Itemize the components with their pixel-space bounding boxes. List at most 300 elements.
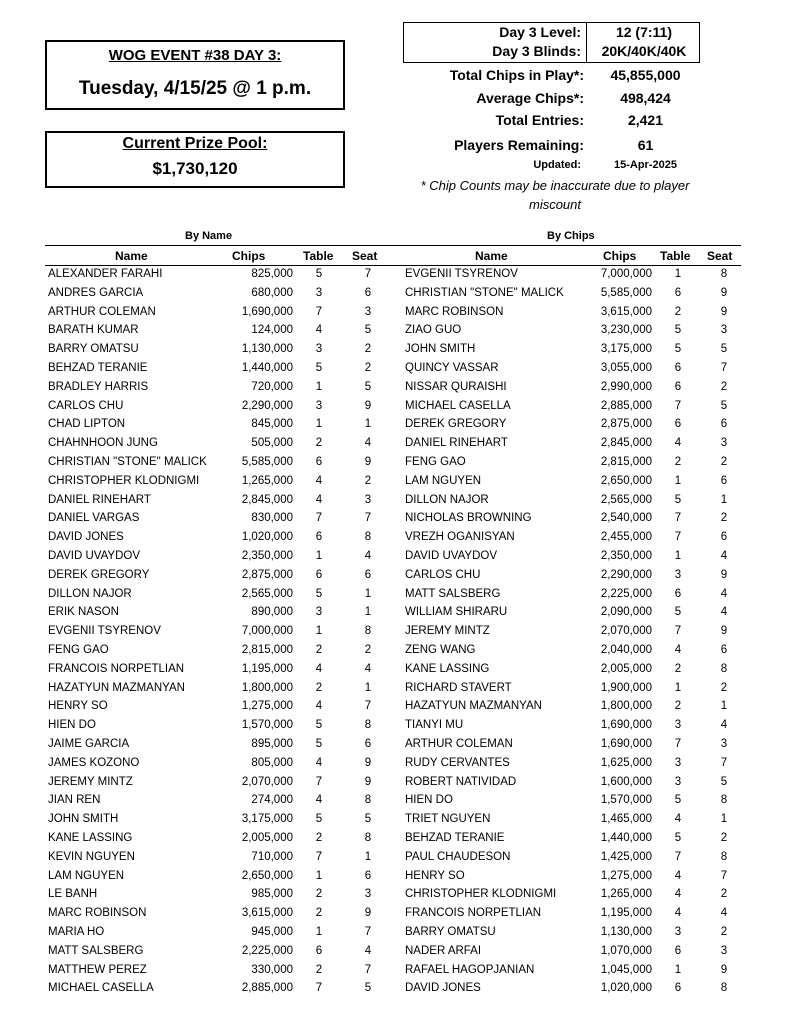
player-table: 4 bbox=[674, 437, 682, 450]
player-table: 1 bbox=[674, 681, 682, 694]
table-header-rule bbox=[45, 265, 741, 266]
player-chips: 1,570,000 bbox=[600, 794, 652, 807]
player-table: 2 bbox=[674, 700, 682, 713]
player-chips: 2,005,000 bbox=[241, 832, 293, 844]
player-chips: 2,815,000 bbox=[600, 456, 652, 468]
player-seat: 9 bbox=[364, 907, 372, 920]
player-name: BARATH KUMAR bbox=[48, 324, 139, 337]
left-header-table: Table bbox=[303, 249, 334, 263]
player-name: DEREK GREGORY bbox=[48, 568, 150, 581]
player-seat: 5 bbox=[720, 399, 728, 412]
player-seat: 4 bbox=[720, 550, 728, 562]
chip-count-note: * Chip Counts may be inaccurate due to player miscount bbox=[420, 178, 690, 212]
total-entries-label: Total Entries: bbox=[495, 112, 584, 128]
player-name: MICHAEL CASELLA bbox=[48, 982, 154, 995]
player-table: 6 bbox=[315, 456, 323, 468]
player-chips: 330,000 bbox=[251, 963, 293, 976]
player-chips: 1,070,000 bbox=[600, 944, 652, 957]
player-name: MARC ROBINSON bbox=[405, 305, 504, 318]
player-table: 7 bbox=[674, 512, 682, 525]
player-seat: 3 bbox=[364, 305, 372, 318]
player-name: LAM NGUYEN bbox=[48, 869, 125, 882]
player-seat: 4 bbox=[720, 587, 728, 600]
player-table: 7 bbox=[674, 531, 682, 544]
player-chips: 2,815,000 bbox=[241, 644, 293, 656]
player-seat: 6 bbox=[364, 738, 372, 750]
player-seat: 8 bbox=[364, 625, 372, 638]
prize-pool-label: Current Prize Pool: bbox=[122, 135, 268, 152]
player-name: FENG GAO bbox=[48, 644, 109, 656]
player-name: JEREMY MINTZ bbox=[405, 625, 490, 638]
player-chips: 505,000 bbox=[251, 437, 293, 450]
player-name: JEREMY MINTZ bbox=[48, 775, 133, 788]
player-chips: 680,000 bbox=[251, 286, 293, 299]
player-table: 1 bbox=[674, 474, 682, 487]
player-table: 1 bbox=[674, 268, 682, 280]
player-table: 5 bbox=[674, 832, 682, 844]
player-chips: 2,650,000 bbox=[241, 869, 293, 882]
player-seat: 1 bbox=[364, 587, 372, 600]
player-table: 5 bbox=[674, 493, 682, 506]
player-table: 4 bbox=[674, 813, 682, 826]
player-chips: 1,440,000 bbox=[600, 832, 652, 844]
event-datetime: Tuesday, 4/15/25 @ 1 p.m. bbox=[78, 78, 312, 99]
player-name: JIAN REN bbox=[48, 794, 101, 807]
player-name: MICHAEL CASELLA bbox=[405, 399, 511, 412]
player-table: 4 bbox=[315, 324, 323, 337]
player-table: 6 bbox=[315, 944, 323, 957]
player-table: 5 bbox=[315, 587, 323, 600]
player-name: KANE LASSING bbox=[48, 832, 133, 844]
player-seat: 9 bbox=[364, 399, 372, 412]
player-table: 5 bbox=[315, 738, 323, 750]
player-chips: 3,230,000 bbox=[600, 324, 652, 337]
player-name: BEHZAD TERANIE bbox=[48, 362, 148, 374]
player-table: 5 bbox=[315, 362, 323, 374]
player-table: 1 bbox=[315, 418, 323, 431]
player-table: 2 bbox=[315, 963, 323, 976]
player-chips: 2,455,000 bbox=[600, 531, 652, 544]
player-chips: 2,875,000 bbox=[241, 568, 293, 581]
player-name: FENG GAO bbox=[405, 456, 466, 468]
player-seat: 3 bbox=[720, 437, 728, 450]
section-label-by-chips: By Chips bbox=[547, 230, 595, 242]
player-chips: 985,000 bbox=[251, 888, 293, 901]
player-name: LE BANH bbox=[48, 888, 98, 901]
section-label-by-name: By Name bbox=[185, 230, 233, 242]
player-name: CHRISTOPHER KLODNIGMI bbox=[405, 888, 557, 901]
player-seat: 9 bbox=[720, 305, 728, 318]
total-chips-label: Total Chips in Play*: bbox=[449, 67, 584, 83]
player-table: 2 bbox=[315, 832, 323, 844]
player-table: 7 bbox=[315, 850, 323, 863]
player-name: CHAHNHOON JUNG bbox=[48, 437, 158, 450]
player-table: 6 bbox=[674, 286, 682, 299]
player-name: VREZH OGANISYAN bbox=[405, 531, 515, 544]
player-seat: 7 bbox=[364, 700, 372, 713]
player-table: 6 bbox=[674, 982, 682, 995]
player-name: CHRISTIAN "STONE" MALICK bbox=[48, 456, 207, 468]
player-seat: 1 bbox=[720, 700, 728, 713]
player-chips: 2,875,000 bbox=[600, 418, 652, 431]
player-table: 3 bbox=[674, 926, 682, 938]
player-name: KEVIN NGUYEN bbox=[48, 850, 135, 863]
player-chips: 2,290,000 bbox=[600, 568, 652, 581]
player-table: 1 bbox=[315, 869, 323, 882]
player-seat: 2 bbox=[720, 380, 728, 393]
player-seat: 7 bbox=[364, 926, 372, 938]
player-name: BRADLEY HARRIS bbox=[48, 380, 149, 393]
player-chips: 5,585,000 bbox=[600, 286, 652, 299]
player-table: 2 bbox=[315, 437, 323, 450]
player-seat: 9 bbox=[364, 456, 372, 468]
player-chips: 825,000 bbox=[251, 268, 293, 280]
player-chips: 2,350,000 bbox=[241, 550, 293, 562]
right-header-name: Name bbox=[475, 249, 508, 263]
player-chips: 1,690,000 bbox=[600, 738, 652, 750]
player-name: DAVID UVAYDOV bbox=[405, 550, 498, 562]
player-chips: 2,090,000 bbox=[600, 606, 652, 619]
players-remaining-value: 61 bbox=[637, 137, 654, 153]
player-name: DANIEL RINEHART bbox=[405, 437, 508, 450]
player-chips: 1,045,000 bbox=[600, 963, 652, 976]
player-seat: 2 bbox=[720, 926, 728, 938]
player-chips: 2,225,000 bbox=[600, 587, 652, 600]
player-chips: 3,175,000 bbox=[241, 813, 293, 826]
player-name: LAM NGUYEN bbox=[405, 474, 482, 487]
player-name: CHRISTOPHER KLODNIGMI bbox=[48, 474, 200, 487]
player-seat: 9 bbox=[364, 775, 372, 788]
player-name: ALEXANDER FARAHI bbox=[48, 268, 163, 280]
player-table: 4 bbox=[315, 700, 323, 713]
player-name: TRIET NGUYEN bbox=[405, 813, 491, 826]
player-table: 6 bbox=[315, 568, 323, 581]
player-seat: 2 bbox=[364, 343, 372, 356]
player-name: JAIME GARCIA bbox=[48, 738, 130, 750]
player-chips: 1,440,000 bbox=[241, 362, 293, 374]
player-seat: 2 bbox=[720, 832, 728, 844]
player-seat: 5 bbox=[364, 813, 372, 826]
player-chips: 1,020,000 bbox=[600, 982, 652, 995]
player-table: 2 bbox=[315, 644, 323, 656]
player-seat: 1 bbox=[364, 681, 372, 694]
player-table: 7 bbox=[674, 399, 682, 412]
player-seat: 6 bbox=[364, 869, 372, 882]
player-table: 5 bbox=[674, 343, 682, 356]
player-chips: 895,000 bbox=[251, 738, 293, 750]
player-table: 1 bbox=[674, 963, 682, 976]
player-name: ARTHUR COLEMAN bbox=[405, 738, 513, 750]
player-table: 5 bbox=[674, 606, 682, 619]
player-seat: 8 bbox=[720, 794, 728, 807]
player-chips: 830,000 bbox=[251, 512, 293, 525]
player-table: 2 bbox=[674, 456, 682, 468]
player-seat: 7 bbox=[364, 268, 372, 280]
player-seat: 7 bbox=[364, 963, 372, 976]
player-chips: 845,000 bbox=[251, 418, 293, 431]
total-chips-value: 45,855,000 bbox=[610, 67, 681, 83]
player-seat: 1 bbox=[364, 418, 372, 431]
player-name: DILLON NAJOR bbox=[405, 493, 489, 506]
player-seat: 3 bbox=[720, 944, 728, 957]
player-chips: 2,070,000 bbox=[241, 775, 293, 788]
player-seat: 7 bbox=[364, 512, 372, 525]
player-name: JAMES KOZONO bbox=[48, 756, 140, 769]
prize-pool-box bbox=[45, 131, 345, 188]
player-table: 5 bbox=[674, 324, 682, 337]
player-seat: 6 bbox=[364, 286, 372, 299]
player-name: DEREK GREGORY bbox=[405, 418, 507, 431]
player-chips: 1,195,000 bbox=[600, 907, 652, 920]
player-chips: 2,290,000 bbox=[241, 399, 293, 412]
player-name: HAZATYUN MAZMANYAN bbox=[48, 681, 185, 694]
player-seat: 5 bbox=[720, 343, 728, 356]
player-chips: 1,425,000 bbox=[600, 850, 652, 863]
player-table: 6 bbox=[674, 587, 682, 600]
player-name: WILLIAM SHIRARU bbox=[405, 606, 508, 619]
player-name: DILLON NAJOR bbox=[48, 587, 132, 600]
player-seat: 8 bbox=[720, 662, 728, 675]
player-table: 7 bbox=[674, 738, 682, 750]
table-top-rule bbox=[45, 245, 741, 246]
player-chips: 3,615,000 bbox=[241, 907, 293, 920]
left-header-chips: Chips bbox=[232, 249, 266, 263]
player-table: 6 bbox=[674, 380, 682, 393]
player-table: 4 bbox=[674, 869, 682, 882]
player-chips: 805,000 bbox=[251, 756, 293, 769]
player-chips: 2,005,000 bbox=[600, 662, 652, 675]
player-chips: 124,000 bbox=[251, 324, 293, 337]
player-seat: 1 bbox=[364, 850, 372, 863]
player-chips: 2,650,000 bbox=[600, 474, 652, 487]
player-seat: 9 bbox=[720, 286, 728, 299]
player-chips: 2,350,000 bbox=[600, 550, 652, 562]
player-seat: 8 bbox=[720, 268, 728, 280]
player-seat: 9 bbox=[720, 568, 728, 581]
player-chips: 1,800,000 bbox=[241, 681, 293, 694]
prize-pool-value: $1,730,120 bbox=[152, 159, 238, 178]
player-name: ZIAO GUO bbox=[405, 324, 462, 337]
player-table: 3 bbox=[674, 775, 682, 788]
player-chips: 1,900,000 bbox=[600, 681, 652, 694]
player-chips: 2,040,000 bbox=[600, 644, 652, 656]
player-chips: 2,540,000 bbox=[600, 512, 652, 525]
player-seat: 8 bbox=[720, 982, 728, 995]
player-table: 3 bbox=[674, 719, 682, 732]
player-name: DANIEL RINEHART bbox=[48, 493, 151, 506]
player-name: CHRISTIAN "STONE" MALICK bbox=[405, 286, 564, 299]
player-table: 4 bbox=[674, 888, 682, 901]
player-table: 2 bbox=[315, 681, 323, 694]
player-seat: 1 bbox=[720, 813, 728, 826]
player-seat: 2 bbox=[720, 512, 728, 525]
player-seat: 3 bbox=[364, 493, 372, 506]
player-table: 5 bbox=[674, 794, 682, 807]
player-table: 3 bbox=[315, 606, 323, 619]
player-chips: 2,990,000 bbox=[600, 380, 652, 393]
level-value: 12 (7:11) bbox=[615, 24, 673, 40]
player-name: QUINCY VASSAR bbox=[405, 362, 499, 374]
player-seat: 9 bbox=[720, 963, 728, 976]
player-table: 4 bbox=[315, 662, 323, 675]
player-seat: 1 bbox=[364, 606, 372, 619]
player-seat: 2 bbox=[720, 681, 728, 694]
player-chips: 1,465,000 bbox=[600, 813, 652, 826]
player-table: 4 bbox=[315, 474, 323, 487]
player-seat: 6 bbox=[720, 418, 728, 431]
player-chips: 2,225,000 bbox=[241, 944, 293, 957]
player-table: 3 bbox=[315, 343, 323, 356]
player-seat: 6 bbox=[720, 644, 728, 656]
player-name: ERIK NASON bbox=[48, 606, 119, 619]
event-title-box bbox=[45, 40, 345, 110]
player-chips: 2,565,000 bbox=[241, 587, 293, 600]
player-seat: 3 bbox=[720, 324, 728, 337]
player-chips: 1,275,000 bbox=[600, 869, 652, 882]
player-seat: 4 bbox=[720, 606, 728, 619]
player-seat: 4 bbox=[720, 719, 728, 732]
player-name: HIEN DO bbox=[48, 719, 96, 732]
player-chips: 7,000,000 bbox=[241, 625, 293, 638]
player-name: BARRY OMATSU bbox=[405, 926, 496, 938]
player-chips: 1,690,000 bbox=[600, 719, 652, 732]
player-name: BEHZAD TERANIE bbox=[405, 832, 505, 844]
player-table: 6 bbox=[674, 418, 682, 431]
player-name: DAVID UVAYDOV bbox=[48, 550, 141, 562]
player-seat: 4 bbox=[720, 907, 728, 920]
player-table: 2 bbox=[674, 662, 682, 675]
player-seat: 5 bbox=[720, 775, 728, 788]
player-name: MARIA HO bbox=[48, 926, 105, 938]
player-name: HENRY SO bbox=[48, 700, 108, 713]
player-name: ZENG WANG bbox=[405, 644, 476, 656]
level-label: Day 3 Level: bbox=[499, 24, 581, 40]
player-seat: 8 bbox=[364, 794, 372, 807]
player-chips: 1,130,000 bbox=[600, 926, 652, 938]
player-chips: 2,885,000 bbox=[600, 399, 652, 412]
player-seat: 9 bbox=[720, 625, 728, 638]
left-header-name: Name bbox=[115, 249, 148, 263]
player-table: 4 bbox=[315, 794, 323, 807]
player-name: NICHOLAS BROWNING bbox=[405, 512, 532, 525]
player-chips: 1,265,000 bbox=[600, 888, 652, 901]
player-seat: 9 bbox=[364, 756, 372, 769]
player-table: 2 bbox=[315, 907, 323, 920]
player-chips: 1,195,000 bbox=[241, 662, 293, 675]
player-name: MATT SALSBERG bbox=[405, 587, 501, 600]
player-chips: 2,845,000 bbox=[600, 437, 652, 450]
player-name: HAZATYUN MAZMANYAN bbox=[405, 700, 542, 713]
players-remaining-label: Players Remaining: bbox=[454, 137, 584, 153]
player-seat: 7 bbox=[720, 362, 728, 374]
player-seat: 1 bbox=[720, 493, 728, 506]
player-table: 2 bbox=[674, 305, 682, 318]
player-table: 1 bbox=[674, 550, 682, 562]
player-seat: 5 bbox=[364, 324, 372, 337]
player-chips: 1,020,000 bbox=[241, 531, 293, 544]
player-chips: 1,570,000 bbox=[241, 719, 293, 732]
player-table: 4 bbox=[674, 907, 682, 920]
blinds-value: 20K/40K/40K bbox=[601, 43, 687, 59]
player-table: 7 bbox=[674, 850, 682, 863]
player-name: NISSAR QURAISHI bbox=[405, 380, 507, 393]
player-seat: 4 bbox=[364, 944, 372, 957]
player-name: KANE LASSING bbox=[405, 662, 490, 675]
player-chips: 2,845,000 bbox=[241, 493, 293, 506]
player-table: 7 bbox=[315, 512, 323, 525]
average-chips-value: 498,424 bbox=[620, 90, 671, 106]
player-table: 4 bbox=[674, 644, 682, 656]
player-name: HENRY SO bbox=[405, 869, 465, 882]
player-seat: 8 bbox=[364, 531, 372, 544]
player-seat: 7 bbox=[720, 869, 728, 882]
player-chips: 2,565,000 bbox=[600, 493, 652, 506]
player-table: 7 bbox=[315, 775, 323, 788]
player-name: HIEN DO bbox=[405, 794, 453, 807]
player-table: 3 bbox=[315, 286, 323, 299]
player-chips: 1,275,000 bbox=[241, 700, 293, 713]
event-title: WOG EVENT #38 DAY 3: bbox=[108, 47, 282, 64]
player-seat: 3 bbox=[364, 888, 372, 901]
player-chips: 720,000 bbox=[251, 380, 293, 393]
player-name: CARLOS CHU bbox=[48, 399, 124, 412]
player-seat: 6 bbox=[364, 568, 372, 581]
player-seat: 2 bbox=[364, 644, 372, 656]
player-seat: 3 bbox=[720, 738, 728, 750]
player-chips: 3,055,000 bbox=[600, 362, 652, 374]
player-name: FRANCOIS NORPETLIAN bbox=[48, 662, 185, 675]
player-table: 7 bbox=[315, 305, 323, 318]
total-entries-value: 2,421 bbox=[627, 112, 664, 128]
player-table: 3 bbox=[674, 568, 682, 581]
player-name: DAVID JONES bbox=[48, 531, 124, 544]
player-table: 1 bbox=[315, 380, 323, 393]
player-chips: 1,690,000 bbox=[241, 305, 293, 318]
player-chips: 3,615,000 bbox=[600, 305, 652, 318]
player-table: 7 bbox=[674, 625, 682, 638]
player-chips: 2,885,000 bbox=[241, 982, 293, 995]
player-seat: 6 bbox=[720, 531, 728, 544]
player-name: JOHN SMITH bbox=[405, 343, 476, 356]
player-seat: 2 bbox=[364, 362, 372, 374]
updated-value: 15-Apr-2025 bbox=[614, 159, 677, 171]
left-header-seat: Seat bbox=[352, 249, 378, 263]
player-name: NADER ARFAI bbox=[405, 944, 482, 957]
player-table: 1 bbox=[315, 625, 323, 638]
player-seat: 5 bbox=[364, 982, 372, 995]
player-seat: 5 bbox=[364, 380, 372, 393]
player-table: 3 bbox=[674, 756, 682, 769]
updated-label: Updated: bbox=[533, 159, 581, 171]
player-chips: 1,130,000 bbox=[241, 343, 293, 356]
player-chips: 274,000 bbox=[251, 794, 293, 807]
player-name: BARRY OMATSU bbox=[48, 343, 139, 356]
player-chips: 890,000 bbox=[251, 606, 293, 619]
player-name: ANDRES GARCIA bbox=[48, 286, 144, 299]
player-name: JOHN SMITH bbox=[48, 813, 119, 826]
player-chips: 3,175,000 bbox=[600, 343, 652, 356]
player-seat: 4 bbox=[364, 662, 372, 675]
player-name: CARLOS CHU bbox=[405, 568, 481, 581]
player-chips: 5,585,000 bbox=[241, 456, 293, 468]
player-seat: 2 bbox=[364, 474, 372, 487]
player-table: 1 bbox=[315, 926, 323, 938]
right-header-seat: Seat bbox=[707, 249, 733, 263]
player-chips: 1,625,000 bbox=[600, 756, 652, 769]
player-chips: 7,000,000 bbox=[600, 268, 652, 280]
player-table: 6 bbox=[674, 362, 682, 374]
player-name: DAVID JONES bbox=[405, 982, 481, 995]
